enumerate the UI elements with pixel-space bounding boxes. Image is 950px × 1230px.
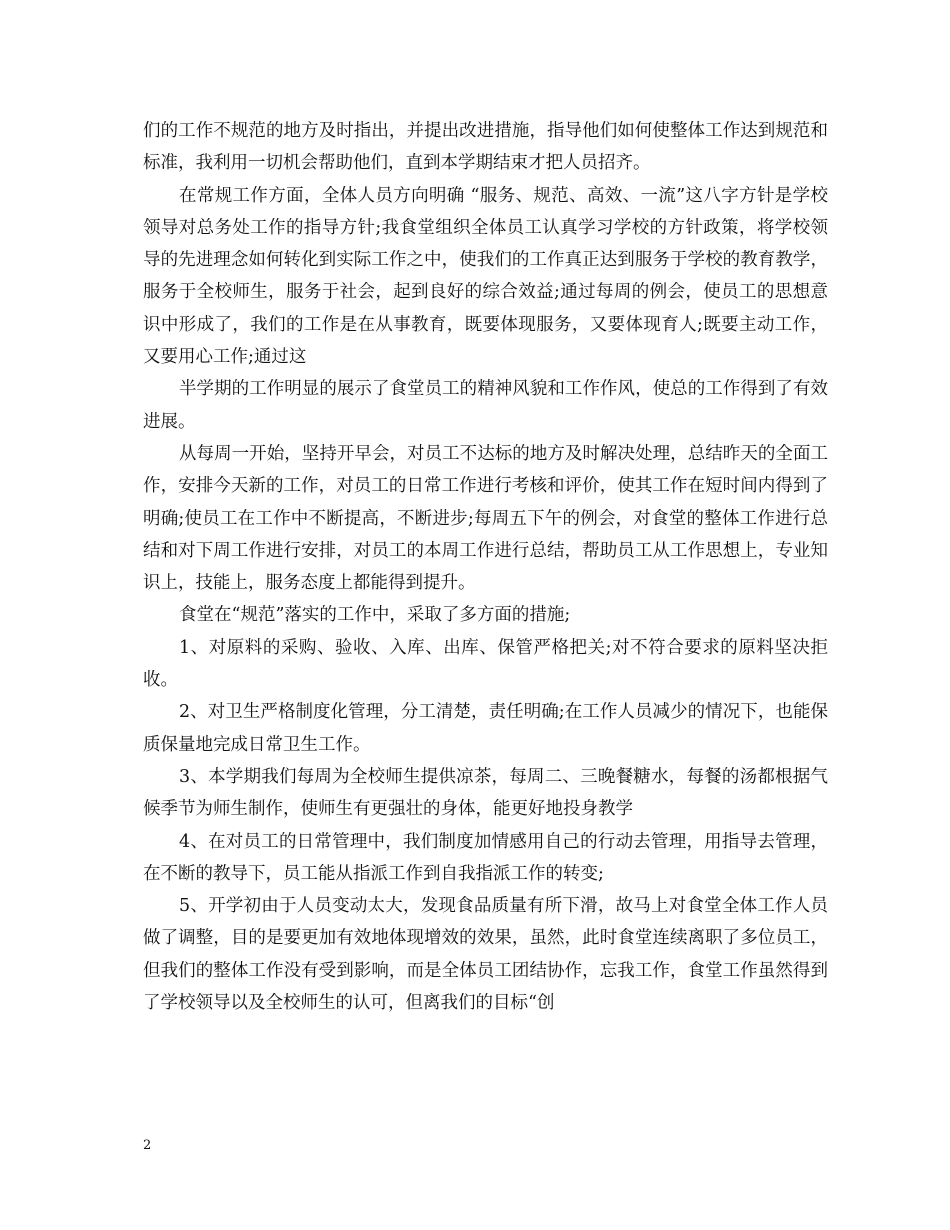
list-item: 1、对原料的采购、验收、入库、出库、保管严格把关;对不符合要求的原料坚决拒收。 [143, 637, 828, 691]
page-number: 2 [143, 1138, 152, 1153]
list-item: 2、对卫生严格制度化管理，分工清楚，责任明确;在工作人员减少的情况下，也能保质保量地完成日常卫生工作。 [143, 702, 828, 755]
paragraph: 半学期的工作明显的展示了食堂员工的精神风貌和工作作风，使总的工作得到了有效进展。 [143, 379, 828, 432]
list-item: 3、本学期我们每周为全校师生提供凉茶，每周二、三晚餐糖水，每餐的汤都根据气候季节为师生制作，使师生有更强壮的身体，能更好地投身教学 [143, 766, 828, 820]
paragraph: 食堂在“规范”落实的工作中，采取了多方面的措施; [179, 605, 571, 626]
list-item: 4、在对员工的日常管理中，我们制度加情感用自己的行动去管理，用指导去管理，在不断的教导下，员工能从指派工作到自我指派工作的转变; [143, 831, 828, 884]
paragraph: 在常规工作方面，全体人员方向明确 “服务、规范、高效、一流”这八字方针是学校领导对总务处工作的指导方针;我食堂组织全体员工认真学习学校的方针政策，将学校领导的先进理念如何转化到实际工作之中，使我们的工作真正达到服务于学校的教育教学，服务于全校师生，服务于社会，起到良好的综合效益;通过每周的例会，使员工的思想意识中形成了，我们的工作是在从事教育，既要体现服务，又要体现育人;既要主动工作，又要用心工作;通过这 [143, 185, 828, 368]
paragraph: 从每周一开始，坚持开早会，对员工不达标的地方及时解决处理，总结昨天的全面工作，安排今天新的工作，对员工的日常工作进行考核和评价，使其工作在短时间内得到了明确;使员工在工作中不断提高，不断进步;每周五下午的例会，对食堂的整体工作进行总结和对下周工作进行安排，对员工的本周工作进行总结，帮助员工从工作思想上，专业知识上，技能上，服务态度上都能得到提升。 [143, 443, 828, 594]
paragraph: 们的工作不规范的地方及时指出，并提出改进措施，指导他们如何使整体工作达到规范和标准，我利用一切机会帮助他们，直到本学期结束才把人员招齐。 [143, 121, 828, 174]
document-body [143, 115, 828, 1019]
list-item: 5、开学初由于人员变动太大，发现食品质量有所下滑，故马上对食堂全体工作人员做了调整，目的是要更加有效地体现增效的效果，虽然，此时食堂连续离职了多位员工，但我们的整体工作没有受到影响，而是全体员工团结协作，忘我工作，食堂工作虽然得到了学校领导以及全校师生的认可，但离我们的目标“创 [143, 896, 828, 1014]
